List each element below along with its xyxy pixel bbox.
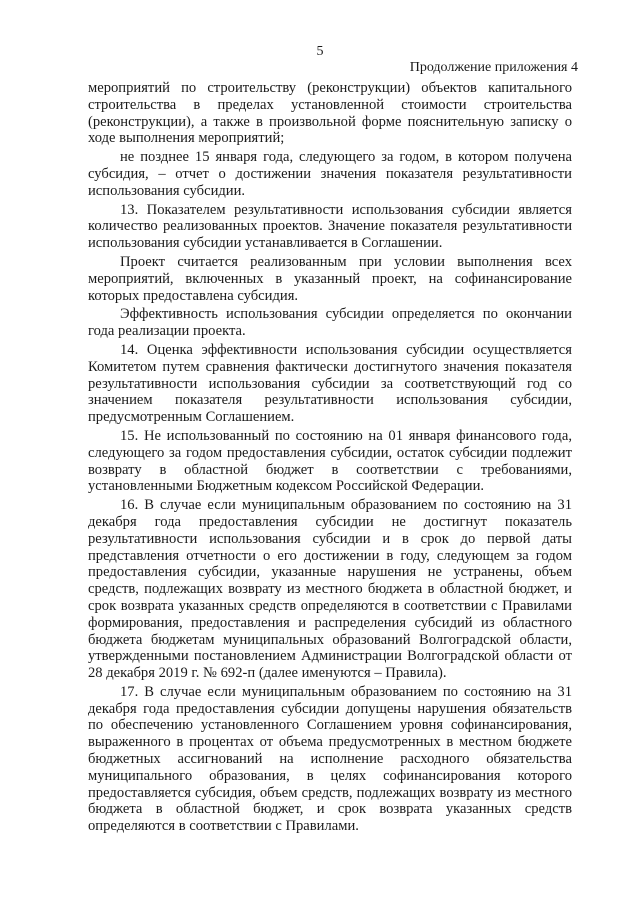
paragraph-project-implemented: Проект считается реализованным при условии выполнения всех мероприятий, включенных в указанный проект, на софинансирование которых предоставлена субсидия. [88, 253, 572, 304]
paragraph-15: 15. Не использованный по состоянию на 01 января финансового года, следующего за годом предоставления субсидии, остаток субсидии подлежит возврату в областной бюджет в соответствии с требованиями, установленными Бюджетным кодексом Российской Федерации. [88, 427, 572, 495]
document-body [88, 80, 572, 837]
page-number: 5 [316, 44, 324, 59]
paragraph-efficiency: Эффективность использования субсидии определяется по окончании года реализации проекта. [88, 306, 572, 340]
paragraph-17: 17. В случае если муниципальным образованием по состоянию на 31 декабря года предоставления субсидии допущены нарушения обязательств по обеспечению установленного Соглашением уровня софинансирования, выраженного в процентах от объема предусмотренных в местном бюджете бюджетных ассигнований на исполнение расходного обязательства муниципального образования, в целях софинансирования которого предоставляется субсидия, объем средств, подлежащих возврату из местного бюджета в областной бюджет, и срок возврата указанных средств определяются в соответствии с Правилами. [88, 683, 572, 835]
paragraph-13: 13. Показателем результативности использования субсидии является количество реализованных проектов. Значение показателя результативности использования субсидии устанавливается в Соглашении. [88, 201, 572, 252]
paragraph-report-deadline: не позднее 15 января года, следующего за годом, в котором получена субсидия, – отчет о достижении значения показателя результативности использования субсидии. [88, 149, 572, 199]
paragraph-continuation: мероприятий по строительству (реконструкции) объектов капитального строительства в пределах установленной стоимости строительства (реконструкции), а также в произвольной форме пояснительную записку о ходе выполнения мероприятий; [88, 80, 572, 147]
appendix-continuation-note: Продолжение приложения 4 [409, 60, 578, 75]
paragraph-16: 16. В случае если муниципальным образованием по состоянию на 31 декабря года предоставления субсидии не достигнут показатель результативности использования субсидии и в срок до первой даты представления отчетности о его достижении в году, следующем за годом предоставления субсидии, указанные нарушения не устранены, объем средств, подлежащих возврату из местного бюджета в областной бюджет, и срок возврата указанных средств определяются в соответствии с Правилами формирования, предоставления и распределения субсидий из областного бюджета бюджетам муниципальных образований Волгоградской области, утвержденными постановлением Администрации Волгоградской области от 28 декабря 2019 г. № 692-п (далее именуются – Правила). [88, 497, 572, 682]
paragraph-14: 14. Оценка эффективности использования субсидии осуществляется Комитетом путем сравнения фактически достигнутого значения показателя результативности использования субсидии за соответствующий год со значением показателя результативности использования субсидии, предусмотренным Соглашением. [88, 341, 572, 426]
